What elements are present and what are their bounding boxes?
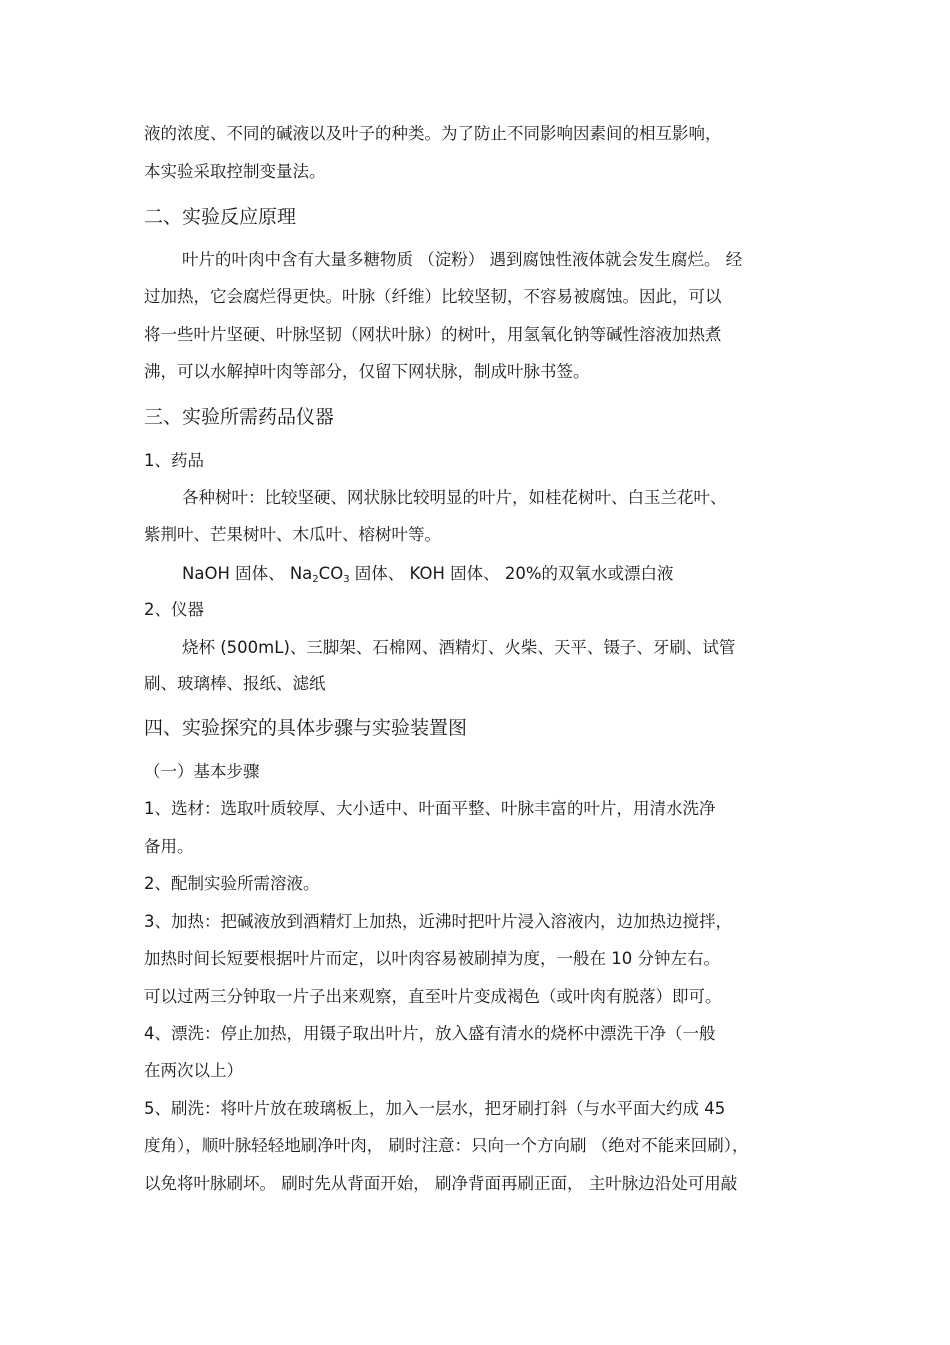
step-line-11: 以免将叶脉刷坏。 刷时先从背面开始， 刷净背面再刷正面， 主叶脉边沿处可用敲 — [144, 1174, 738, 1193]
basic-steps-heading: （一）基本步骤 — [144, 762, 260, 781]
drugs-line-1: 各种树叶：比较坚硬、网状脉比较明显的叶片，如桂花树叶、白玉兰花叶、 — [182, 488, 727, 507]
drugs-title: 1、药品 — [144, 451, 204, 470]
chem-text-1: NaOH 固体、 Na — [182, 564, 313, 583]
chem-text-2: CO — [318, 564, 344, 583]
intro-line-1: 液的浓度、不同的碱液以及叶子的种类。为了防止不同影响因素间的相互影响， — [144, 124, 722, 143]
step-line-7: 4、漂洗：停止加热，用镊子取出叶片，放入盛有清水的烧杯中漂洗干净（一般 — [144, 1024, 716, 1043]
step-line-4: 3、加热：把碱液放到酒精灯上加热，近沸时把叶片浸入溶液内，边加热边搅拌， — [144, 912, 732, 931]
apparatus-line-2: 刷、玻璃棒、报纸、滤纸 — [144, 674, 326, 693]
chem-subscript-3: 3 — [343, 574, 350, 585]
drugs-line-2: 紫荆叶、芒果树叶、木瓜叶、榕树叶等。 — [144, 525, 441, 544]
section-4-heading: 四、实验探究的具体步骤与实验装置图 — [144, 717, 468, 739]
apparatus-line-1: 烧杯 (500mL)、三脚架、石棉网、酒精灯、火柴、天平、镊子、牙刷、试管 — [182, 638, 736, 657]
apparatus-title: 2、仪器 — [144, 600, 204, 619]
intro-line-2: 本实验采取控制变量法。 — [144, 162, 326, 181]
step-line-5: 加热时间长短要根据叶片而定，以叶肉容易被刷掉为度，一般在 10 分钟左右。 — [144, 949, 720, 968]
step-line-3: 2、配制实验所需溶液。 — [144, 874, 320, 893]
step-line-9: 5、刷洗：将叶片放在玻璃板上，加入一层水，把牙刷打斜（与水平面大约成 45 — [144, 1099, 726, 1118]
section-2-line-3: 将一些叶片坚硬、叶脉坚韧（网状叶脉）的树叶，用氢氧化钠等碱性溶液加热煮 — [144, 325, 722, 344]
section-2-heading: 二、实验反应原理 — [144, 206, 297, 228]
step-line-6: 可以过两三分钟取一片子出来观察，直至叶片变成褐色（或叶肉有脱落）即可。 — [144, 987, 722, 1006]
chemicals-line — [182, 563, 674, 588]
section-2-line-4: 沸，可以水解掉叶肉等部分，仅留下网状脉，制成叶脉书签。 — [144, 362, 590, 381]
chem-subscript-2: 2 — [312, 574, 319, 585]
chem-text-3: 固体、 KOH 固体、 20%的双氧水或漂白液 — [349, 564, 674, 583]
step-line-10: 度角），顺叶脉轻轻地刷净叶肉， 刷时注意：只向一个方向刷 （绝对不能来回刷）， — [144, 1136, 749, 1155]
section-2-line-1: 叶片的叶肉中含有大量多糖物质 （淀粉） 遇到腐蚀性液体就会发生腐烂。 经 — [182, 250, 743, 269]
section-2-line-2: 过加热，它会腐烂得更快。叶脉（纤维）比较坚韧，不容易被腐蚀。因此，可以 — [144, 287, 722, 306]
step-line-2: 备用。 — [144, 837, 194, 856]
step-line-1: 1、选材：选取叶质较厚、大小适中、叶面平整、叶脉丰富的叶片，用清水洗净 — [144, 799, 716, 818]
step-line-8: 在两次以上） — [144, 1061, 243, 1080]
section-3-heading: 三、实验所需药品仪器 — [144, 406, 335, 428]
